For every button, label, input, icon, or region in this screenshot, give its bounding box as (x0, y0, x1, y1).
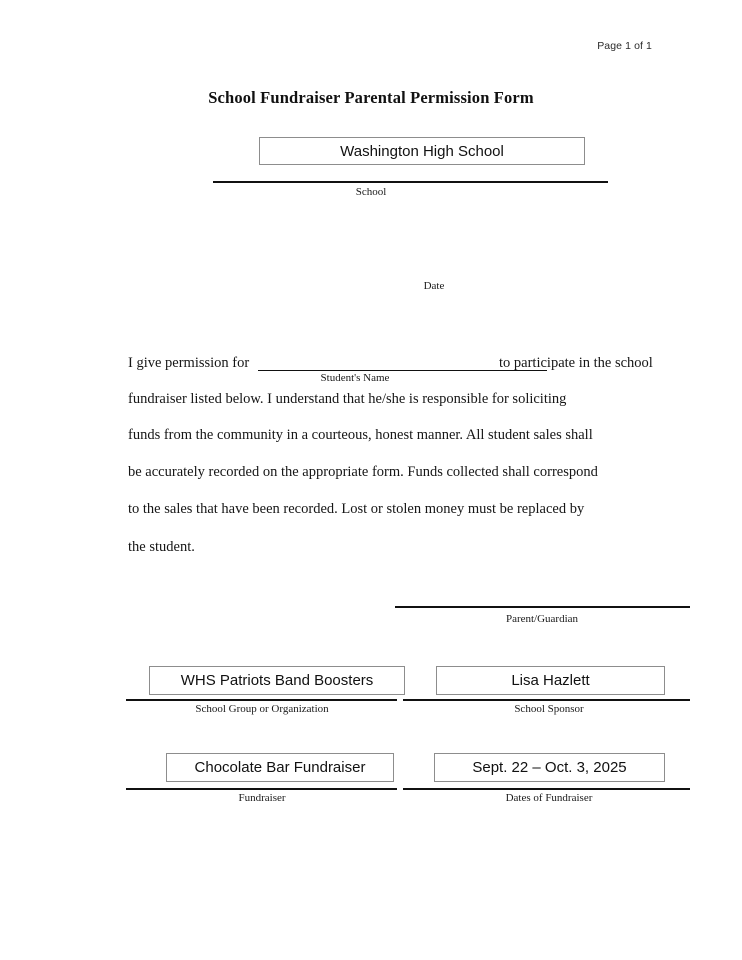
parent-guardian-rule[interactable] (395, 606, 690, 608)
school-sponsor-rule (403, 699, 690, 701)
student-name-caption: Student's Name (320, 372, 390, 384)
school-caption: School (355, 186, 387, 198)
parent-guardian-caption: Parent/Guardian (505, 613, 579, 625)
dates-of-fundraiser-field[interactable]: Sept. 22 – Oct. 3, 2025 (434, 753, 665, 782)
school-group-field[interactable]: WHS Patriots Band Boosters (149, 666, 405, 695)
body-line-2: funds from the community in a courteous, honest manner. All student sales shall (128, 427, 593, 443)
fundraiser-field[interactable]: Chocolate Bar Fundraiser (166, 753, 394, 782)
body-line-3: be accurately recorded on the appropriate form. Funds collected shall correspond (128, 464, 598, 480)
fundraiser-rule (126, 788, 397, 790)
body-line-4: to the sales that have been recorded. Lost or stolen money must be replaced by (128, 501, 585, 517)
school-group-rule (126, 699, 397, 701)
fundraiser-caption: Fundraiser (238, 792, 286, 804)
school-group-caption: School Group or Organization (195, 703, 329, 715)
dates-of-fundraiser-caption: Dates of Fundraiser (505, 792, 593, 804)
body-line-5: the student. (128, 539, 195, 555)
school-sponsor-field[interactable]: Lisa Hazlett (436, 666, 665, 695)
school-field[interactable]: Washington High School (259, 137, 585, 165)
dates-of-fundraiser-rule (403, 788, 690, 790)
page-title: School Fundraiser Parental Permission Form (208, 88, 534, 107)
school-sponsor-caption: School Sponsor (514, 703, 584, 715)
page-number: Page 1 of 1 (597, 40, 652, 52)
school-rule (213, 181, 608, 183)
body-line-1: fundraiser listed below. I understand that he/she is responsible for soliciting (128, 391, 567, 407)
permission-lead-suffix: to participate in the school (499, 355, 653, 371)
date-caption: Date (423, 280, 445, 292)
permission-lead-prefix: I give permission for (128, 355, 250, 371)
